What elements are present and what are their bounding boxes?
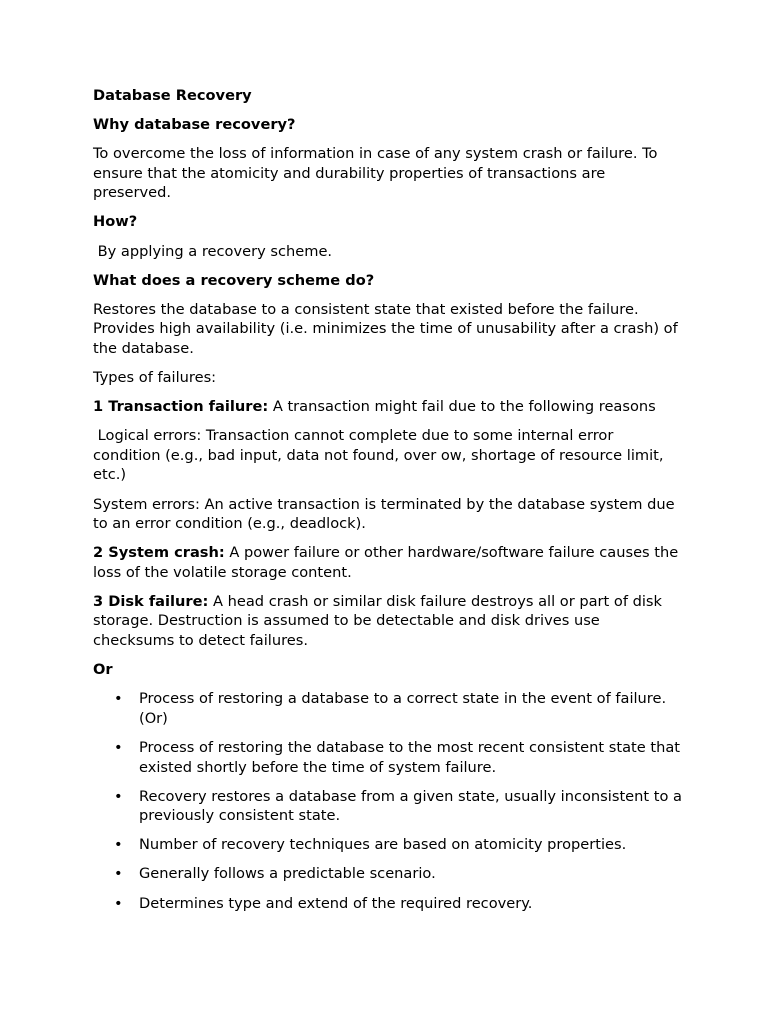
document-title: Database Recovery [93,87,252,104]
list-item [93,894,685,914]
system-errors-paragraph: System errors: An active transaction is terminated by the database system due to an error condition (e.g., deadlock). [93,495,675,533]
list-item-text: Number of recovery techniques are based on atomicity properties. [139,836,627,854]
bullet-icon: • [114,836,123,854]
or-heading: Or [93,661,113,679]
what-heading: What does a recovery scheme do? [93,271,375,289]
why-heading: Why database recovery? [93,116,296,134]
document-page [93,86,685,923]
list-item [93,835,685,855]
types-of-failures-label: Types of failures: [93,369,217,387]
list-item-text: Process of restoring a database to a correct state in the event of failure.(Or) [139,690,667,727]
list-item [93,864,685,884]
failure-1-paragraph [93,397,685,417]
list-item [93,738,685,777]
list-item-text: Process of restoring the database to the most recent consistent state that existed shortly before the time of system failure. [139,738,680,776]
list-item [93,689,685,728]
list-item [93,787,685,826]
failure-2-paragraph [93,543,685,582]
failure-3-label: 3 Disk failure: [93,592,209,610]
why-paragraph: To overcome the loss of information in case of any system crash or failure. To ensure that the atomicity and durability properties of transactions are preserved. [93,145,658,202]
how-heading: How? [93,213,138,231]
bullet-icon: • [114,690,123,708]
list-item-text: Generally follows a predictable scenario. [139,865,436,883]
bullet-icon: • [114,865,123,883]
what-paragraph: Restores the database to a consistent state that existed before the failure. Provides high availability (i.e. minimizes the time of unusability after a crash) of the database. [93,300,678,357]
failure-2-text: A power failure or other hardware/software failure causes the loss of the volatile storage content. [93,544,679,581]
bullet-icon: • [114,738,123,756]
failure-3-paragraph [93,592,685,651]
how-paragraph: By applying a recovery scheme. [93,242,333,260]
failure-3-text: A head crash or similar disk failure destroys all or part of disk storage. Destruction is assumed to be detectable and disk drives use checksums to detect failures. [93,592,662,650]
bullet-list [93,689,685,913]
list-item-text: Recovery restores a database from a given state, usually inconsistent to a previously consistent state. [139,787,682,825]
failure-1-label: 1 Transaction failure: [93,398,269,416]
list-item-text: Determines type and extend of the required recovery. [139,894,533,912]
failure-1-text: A transaction might fail due to the following reasons [268,398,656,416]
bullet-icon: • [114,894,123,912]
failure-2-label: 2 System crash: [93,544,225,562]
logical-errors-paragraph: Logical errors: Transaction cannot complete due to some internal error condition (e.g., bad input, data not found, over ow, shortage of resource limit, etc.) [93,427,664,484]
bullet-icon: • [114,787,123,805]
